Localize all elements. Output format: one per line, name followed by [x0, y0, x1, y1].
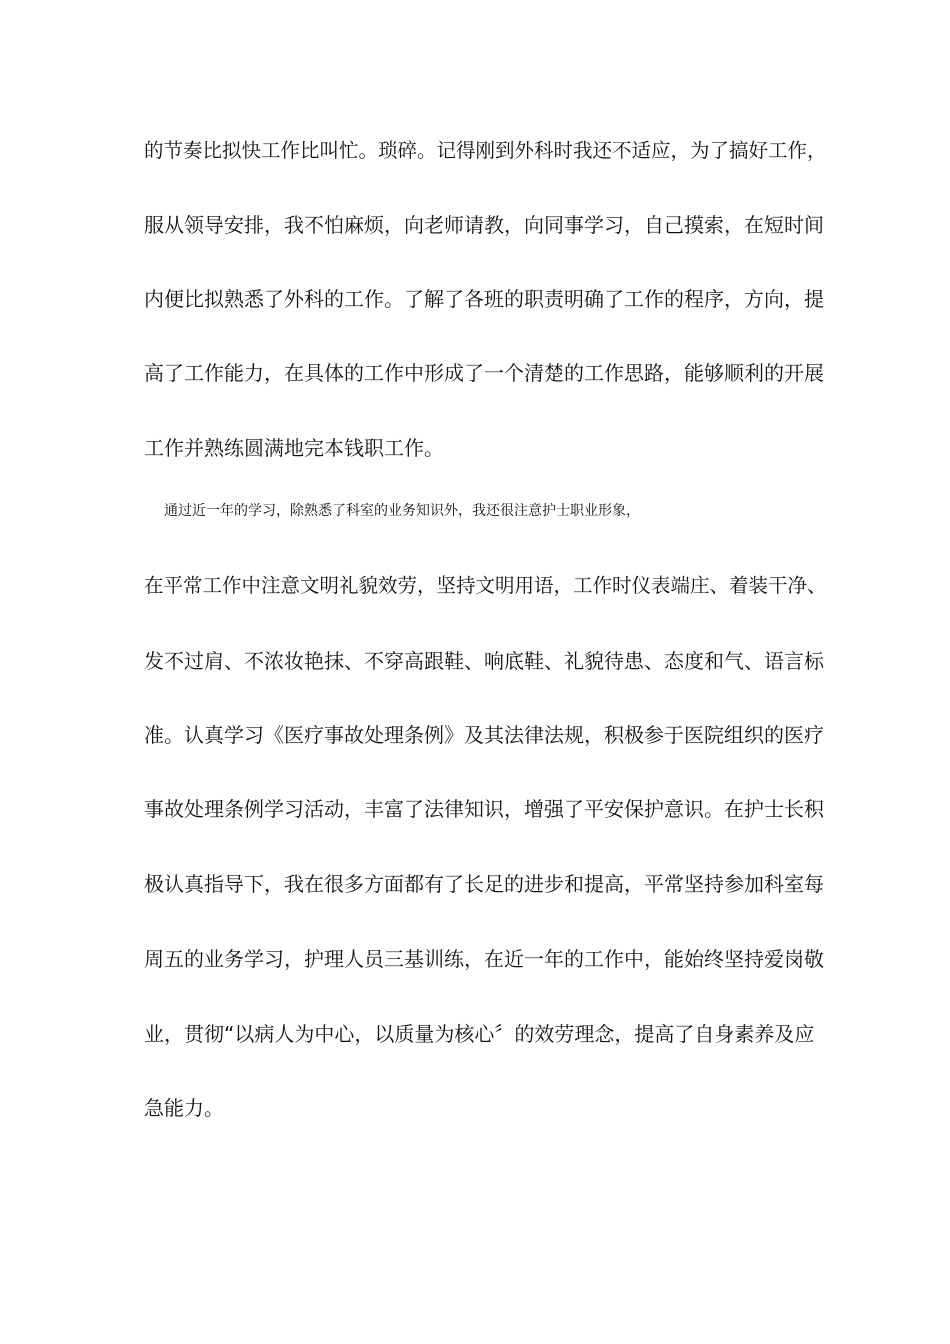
paragraph-2-line-3: 发不过肩、不浓妆艳抹、不穿高跟鞋、响底鞋、礼貌待患、态度和气、语言标	[144, 649, 824, 673]
paragraph-2-line-2: 在平常工作中注意文明礼貌效劳，坚持文明用语，工作时仪表端庄、着装干净、	[144, 574, 827, 597]
paragraph-2-line-1: 通过近一年的学习，除熟悉了科室的业务知识外，我还很注意护士职业形象，	[164, 503, 640, 519]
paragraph-2-line-7: 周五的业务学习，护理人员三基训练，在近一年的工作中，能始终坚持爱岗敬	[144, 947, 824, 971]
paragraph-2-line-4: 准。认真学习《医疗事故处理条例》及其法律法规，积极参于医院组织的医疗	[144, 723, 824, 747]
paragraph-2-line-6: 极认真指导下，我在很多方面都有了长足的进步和提高，平常坚持参加科室每	[144, 872, 824, 896]
paragraph-1-line-4: 高了工作能力，在具体的工作中形成了一个清楚的工作思路，能够顺利的开展	[144, 361, 824, 385]
paragraph-1-line-1: 的节奏比拟快工作比叫忙。琐碎。记得刚到外科时我还不适应，为了搞好工作，	[144, 139, 827, 162]
paragraph-2-line-5: 事故处理条例学习活动，丰富了法律知识，增强了平安保护意识。在护士长积	[144, 797, 824, 821]
paragraph-2-line-8: 业，贯彻“以病人为中心，以质量为核心〞的效劳理念，提高了自身素养及应	[144, 1022, 815, 1046]
paragraph-1-line-2: 服从领导安排，我不怕麻烦，向老师请教，向同事学习，自己摸索，在短时间	[144, 213, 824, 237]
paragraph-2-line-9: 急能力。	[144, 1096, 224, 1120]
paragraph-1-line-3: 内便比拟熟悉了外科的工作。了解了各班的职责明确了工作的程序，方向，提	[144, 287, 824, 311]
paragraph-1-line-5: 工作并熟练圆满地完本钱职工作。	[144, 436, 444, 460]
